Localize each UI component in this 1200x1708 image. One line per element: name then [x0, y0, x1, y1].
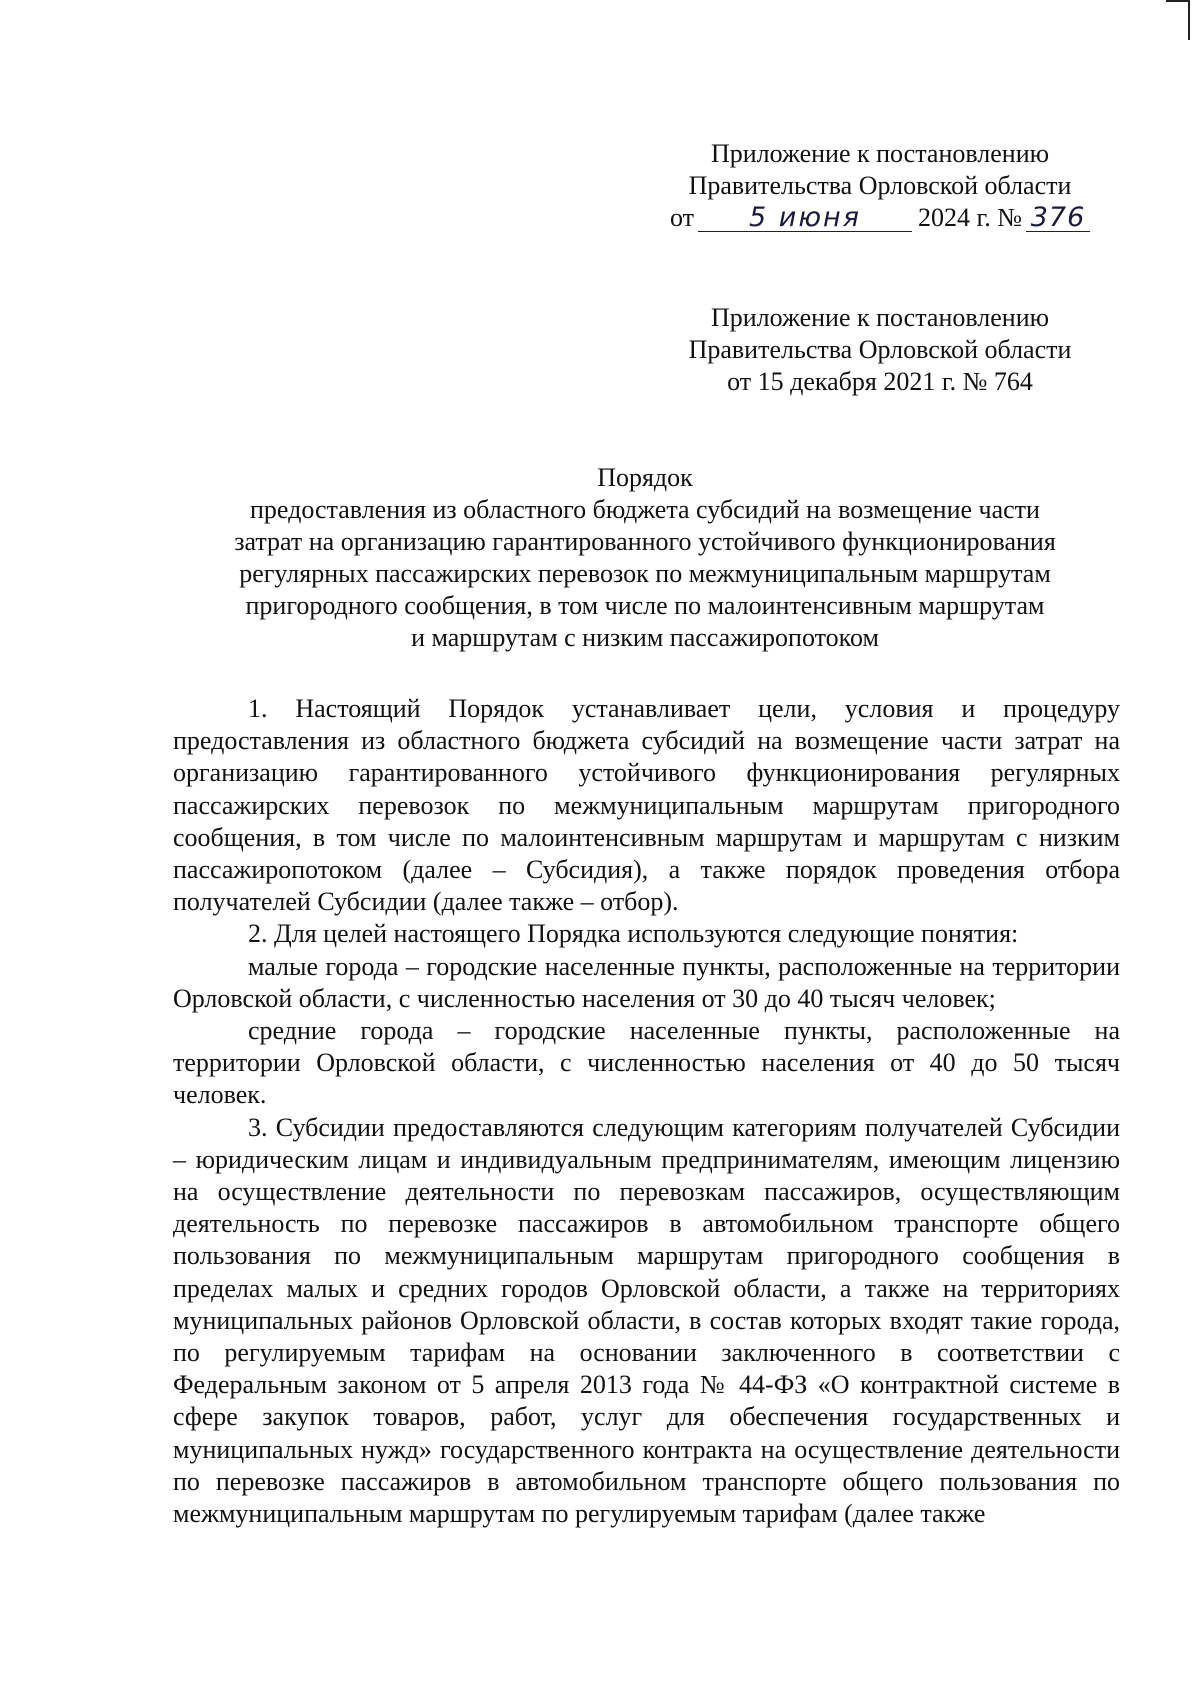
- header-original-line1: Приложение к постановлению: [710, 303, 1050, 332]
- paragraph-3: 3. Субсидии предоставляются следующим категориям получателей Субсидии – юридическим лицам и индивидуальным предпринимателям, имеющим лицензию на осуществление деятельности по перевозкам пассажиров, осуществляющим деятельность по перевозке пассажиров в автомобильном транспорте общего пользования по межмуниципальным маршрутам пригородного сообщения в пределах малых и средних городов Орловской области, а также на территориях муниципальных районов Орловской области, в состав которых входят такие города, по регулируемым тарифам на основании заключенного в соответствии с Федеральным законом от 5 апреля 2013 года № 44-ФЗ «О контрактной системе в сфере закупок товаров, работ, услуг для обеспечения государственных и муниципальных нужд» государственного контракта на осуществление деятельности по перевозке пассажиров в автомобильном транспорте общего пользования по межмуниципальным маршрутам по регулируемым тарифам (далее также: [173, 1112, 1120, 1529]
- paragraph-2: 2. Для целей настоящего Порядка используются следующие понятия:: [248, 919, 1019, 949]
- definition-small-cities: малые города – городские населенные пункты, расположенные на территории Орловской области, с численностью населения от 30 до 40 тысяч человек;: [173, 951, 1120, 1013]
- definition-medium-cities: средние города – городские населенные пункты, расположенные на территории Орловской области, с численностью населения от 40 до 50 тысяч человек.: [173, 1016, 1120, 1110]
- title-line: затрат на организацию гарантированного устойчивого функционирования: [234, 527, 1056, 556]
- scan-corner-mark: [1166, 0, 1190, 40]
- document-body: [173, 693, 1120, 1530]
- title-line: регулярных пассажирских перевозок по межмуниципальным маршрутам: [239, 559, 1051, 588]
- header-original-line3: от 15 декабря 2021 г. № 764: [727, 367, 1033, 396]
- handwritten-date: 5 июня: [698, 205, 912, 232]
- title-line: пригородного сообщения, в том числе по малоинтенсивным маршрутам: [245, 591, 1045, 620]
- paragraph-1: 1. Настоящий Порядок устанавливает цели, условия и процедуру предоставления из областного бюджета субсидий на возмещение части затрат на организацию гарантированного устойчивого функционирования регулярных пассажирских перевозок по межмуниципальным маршрутам пригородного сообщения, в том числе по малоинтенсивным маршрутам и маршрутам с низким пассажиропотоком (далее – Субсидия), а также порядок проведения отбора получателей Субсидии (далее также – отбор).: [173, 694, 1120, 917]
- header-original-line2: Правительства Орловской области: [688, 335, 1072, 364]
- date-prefix: от: [669, 203, 694, 232]
- date-year: 2024 г. №: [917, 203, 1023, 232]
- title-line: и маршрутам с низким пассажиропотоком: [411, 623, 879, 652]
- header-original-approval: [640, 302, 1120, 398]
- title-heading: Порядок: [597, 463, 693, 492]
- title-line: предоставления из областного бюджета субсидий на возмещение части: [250, 495, 1040, 524]
- header-current-approval: [640, 138, 1120, 234]
- header-current-line1: Приложение к постановлению: [710, 139, 1050, 168]
- handwritten-number: 376: [1026, 205, 1090, 232]
- header-current-date-line: [640, 202, 1120, 234]
- header-current-line2: Правительства Орловской области: [688, 171, 1072, 200]
- document-title: [170, 462, 1120, 654]
